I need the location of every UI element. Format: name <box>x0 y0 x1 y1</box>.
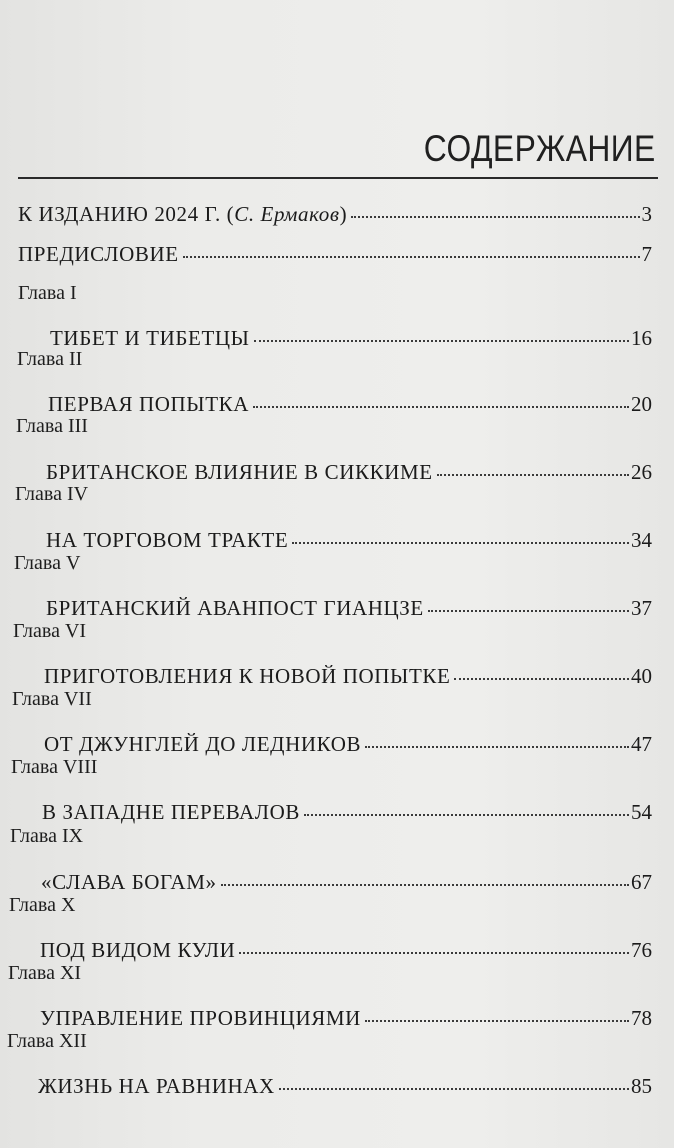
chapter-label: Глава VI <box>13 620 87 642</box>
toc-entry-chapter-7[interactable] <box>44 718 652 757</box>
toc-entry-page: 20 <box>631 392 652 416</box>
toc-entry-title: ПОД ВИДОМ КУЛИ <box>40 938 236 962</box>
toc-entry-chapter-1[interactable] <box>50 312 652 351</box>
toc-entry-page: 47 <box>631 732 652 756</box>
toc-entry-page: 40 <box>631 664 652 688</box>
toc-entry-page: 26 <box>631 460 652 484</box>
toc-entry-page: 54 <box>631 800 652 824</box>
chapter-label: Глава V <box>14 552 81 574</box>
chapter-label: Глава X <box>9 894 76 916</box>
chapter-label: Глава VII <box>12 688 92 710</box>
dot-leader <box>365 746 629 748</box>
page-title: СОДЕРЖАНИЕ <box>424 128 656 169</box>
toc-entry-title: «СЛАВА БОГАМ» <box>41 870 217 894</box>
dot-leader <box>365 1020 629 1022</box>
toc-entry-title: БРИТАНСКОЕ ВЛИЯНИЕ В СИККИМЕ <box>46 460 433 484</box>
toc-entry-page: 85 <box>631 1074 652 1098</box>
toc-entry-page: 37 <box>631 596 652 620</box>
toc-entry-title: В ЗАПАДНЕ ПЕРЕВАЛОВ <box>42 800 301 824</box>
toc-entry-page: 78 <box>631 1006 652 1030</box>
chapter-label: Глава III <box>16 415 88 437</box>
toc-entry-title: ПЕРВАЯ ПОПЫТКА <box>48 392 249 416</box>
toc-entry-title: УПРАВЛЕНИЕ ПРОВИНЦИЯМИ <box>40 1006 361 1030</box>
toc-entry-title: ТИБЕТ И ТИБЕТЦЫ <box>50 326 250 350</box>
dot-leader <box>292 542 629 544</box>
chapter-label: Глава IV <box>15 483 89 505</box>
chapter-label: Глава XI <box>8 962 82 984</box>
toc-entry-page: 7 <box>641 242 652 266</box>
toc-entry-chapter-4[interactable] <box>46 514 652 553</box>
dot-leader <box>428 610 629 612</box>
dot-leader <box>239 952 629 954</box>
dot-leader <box>221 884 629 886</box>
toc-entry-chapter-8[interactable] <box>42 786 652 825</box>
chapter-label: Глава II <box>17 348 83 370</box>
toc-entry-page: 16 <box>631 326 652 350</box>
toc-entry-title: НА ТОРГОВОМ ТРАКТЕ <box>46 528 289 552</box>
toc-entry-chapter-10[interactable] <box>40 924 652 963</box>
toc-entry-title: ОТ ДЖУНГЛЕЙ ДО ЛЕДНИКОВ <box>44 732 362 756</box>
toc-entry-title: ПРИГОТОВЛЕНИЯ К НОВОЙ ПОПЫТКЕ <box>44 664 451 688</box>
chapter-label: Глава IX <box>10 825 84 847</box>
toc-entry-chapter-2[interactable] <box>48 378 652 417</box>
toc-entry-chapter-6[interactable] <box>44 650 652 689</box>
toc-entry-chapter-9[interactable] <box>41 856 652 895</box>
dot-leader <box>254 340 629 342</box>
dot-leader <box>351 216 639 218</box>
chapter-label: Глава VIII <box>11 756 98 778</box>
toc-entry-foreword-2024[interactable] <box>18 196 652 227</box>
toc-entry-chapter-11[interactable] <box>40 992 652 1031</box>
toc-entry-chapter-5[interactable] <box>46 582 652 621</box>
dot-leader <box>183 256 640 258</box>
dot-leader <box>279 1088 629 1090</box>
toc-entry-title: ПРЕДИСЛОВИЕ <box>18 242 179 266</box>
toc-entry-chapter-3[interactable] <box>46 446 652 485</box>
toc-entry-title: К ИЗДАНИЮ 2024 Г. (С. Ермаков) <box>18 202 348 226</box>
dot-leader <box>454 678 629 680</box>
toc-entry-title: БРИТАНСКИЙ АВАНПОСТ ГИАНЦЗЕ <box>46 596 424 620</box>
dot-leader <box>253 406 629 408</box>
chapter-label: Глава XII <box>7 1030 87 1052</box>
toc-entry-title: ЖИЗНЬ НА РАВНИНАХ <box>38 1074 275 1098</box>
toc-entry-chapter-12[interactable] <box>38 1060 652 1099</box>
title-rule <box>18 177 658 179</box>
dot-leader <box>437 474 629 476</box>
toc-entry-page: 34 <box>631 528 652 552</box>
toc-entry-page: 67 <box>631 870 652 894</box>
dot-leader <box>304 814 629 816</box>
chapter-label: Глава I <box>18 282 77 304</box>
toc-entry-preface[interactable] <box>18 236 652 267</box>
toc-entry-page: 3 <box>641 202 652 226</box>
toc-entry-page: 76 <box>631 938 652 962</box>
